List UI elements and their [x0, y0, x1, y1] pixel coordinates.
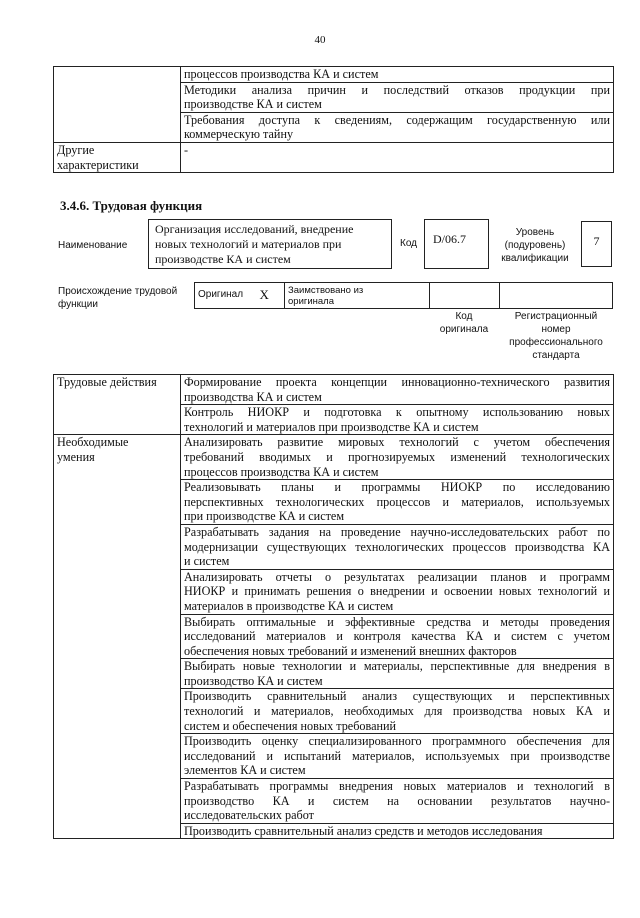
section-title: 3.4.6. Трудовая функция	[60, 198, 203, 213]
content-line: производстве КА и систем	[184, 97, 322, 112]
content-line: и систем	[184, 554, 230, 569]
content-line: Формирование проекта концепции инновационно-технического развития	[184, 375, 610, 389]
reg-number-cell	[500, 283, 613, 309]
caption-line: стандарта	[532, 350, 580, 361]
content-line: Анализировать отчеты о результатах реализации планов и программ	[184, 569, 610, 584]
content-line: материалов в производстве КА и систем	[184, 598, 394, 613]
row-content	[181, 82, 614, 112]
row-label-line: Трудовые действия	[57, 375, 157, 389]
content-line: модернизации существующих технологических процессов производства КА	[184, 539, 610, 554]
content-line: Анализировать развитие мировых технологий с учетом обеспечения	[184, 435, 610, 450]
content-line: Производить сравнительный анализ существующих и перспективных	[184, 689, 610, 704]
row-content	[181, 524, 614, 569]
content-line: Выбирать оптимальные и эффективные средства и методы проведения	[184, 614, 610, 629]
row-content	[181, 689, 614, 734]
content-line: технологий и материалов, необходимых для производства новых КА и	[184, 704, 610, 719]
table-row	[54, 67, 614, 83]
content-line: -	[184, 142, 189, 157]
code-label: Код	[400, 238, 418, 249]
content-line: при производстве КА и систем	[184, 509, 345, 524]
content-line: процессов производства КА и систем	[184, 67, 379, 81]
origin-label-line: функции	[58, 299, 98, 310]
content-line: производство КА и систем на основании результатов научно-	[184, 793, 610, 808]
content-line: систем и обеспечения новых требований	[184, 718, 397, 733]
content-line: исследований и испытаний материалов, используемых при производстве	[184, 748, 610, 763]
function-name-box	[148, 219, 392, 269]
content-line: исследовательских работ	[184, 808, 314, 823]
content-line: Требования доступа к сведениям, содержащим государственную или	[184, 112, 610, 127]
qualification-level-label	[490, 226, 580, 265]
content-line: производства КА и систем	[184, 389, 322, 404]
row-label-line: Необходимые	[57, 435, 129, 450]
row-content	[181, 779, 614, 824]
function-name-line: производстве КА и систем	[155, 252, 291, 266]
code-original-caption	[430, 310, 498, 336]
row-content	[181, 67, 614, 83]
content-line: процессов производства КА и систем	[184, 464, 379, 479]
content-line: элементов КА и систем	[184, 763, 306, 778]
content-line: Контроль НИОКР и подготовка к опытному использованию новых	[184, 405, 610, 420]
row-content	[181, 405, 614, 435]
row-label	[54, 67, 181, 143]
content-line: Реализовывать планы и программы НИОКР по исследованию	[184, 480, 610, 495]
code-original-cell	[430, 283, 500, 309]
content-line: требований вводимых и прогнозируемых изменений технологических	[184, 449, 610, 464]
original-mark: X	[257, 283, 285, 309]
row-label	[54, 435, 181, 839]
content-line: коммерческую тайну	[184, 127, 294, 142]
reg-number-caption	[500, 310, 612, 362]
level-label-line: (подуровень)	[504, 240, 566, 251]
function-name-line: Организация исследований, внедрение	[155, 222, 354, 236]
content-line: производство КА и систем	[184, 673, 323, 688]
page-number: 40	[314, 34, 326, 46]
level-label-line: квалификации	[501, 253, 569, 264]
qualification-level-value: 7	[581, 221, 612, 267]
content-line: НИОКР и принимать решения о внедрении и освоении новых технологий и	[184, 584, 610, 599]
row-label-line: характеристики	[57, 157, 139, 172]
origin-label	[58, 285, 188, 311]
caption-line: Код	[455, 311, 473, 322]
content-line: Выбирать новые технологии и материалы, перспективные для внедрения в	[184, 659, 610, 674]
row-content	[181, 734, 614, 779]
row-label-line: Другие	[57, 142, 95, 157]
row-content	[181, 375, 614, 405]
code-value: D/06.7	[424, 219, 489, 269]
original-label: Оригинал	[195, 283, 257, 309]
row-content	[181, 823, 614, 839]
row-label	[54, 375, 181, 435]
table-row	[54, 142, 614, 172]
caption-line: профессионального	[509, 337, 603, 348]
labor-function-table	[53, 374, 614, 839]
caption-line: оригинала	[439, 324, 489, 335]
origin-label-line: Происхождение трудовой	[58, 286, 178, 297]
row-content	[181, 142, 614, 172]
content-line: Методики анализа причин и последствий отказов продукции при	[184, 82, 610, 97]
origin-table	[194, 282, 613, 309]
content-line: Разрабатывать программы внедрения новых материалов и технологий в	[184, 779, 610, 794]
row-content	[181, 480, 614, 525]
function-name-line: новых технологий и материалов при	[155, 237, 342, 251]
borrowed-label	[285, 283, 430, 309]
row-label-line: умения	[57, 449, 95, 464]
name-label: Наименование	[58, 240, 128, 251]
caption-line: номер	[541, 324, 571, 335]
table-row	[54, 435, 614, 480]
content-line: обеспечения новых требований и изменений внешних факторов	[184, 643, 517, 658]
row-content	[181, 614, 614, 659]
content-line: перспективных технологических процессов и материалов, используемых	[184, 494, 610, 509]
level-label-line: Уровень	[515, 227, 555, 238]
borrowed-line: Заимствовано из	[288, 284, 364, 296]
content-line: Производить сравнительный анализ средств и методов исследования	[184, 823, 543, 838]
borrowed-line: оригинала	[288, 295, 335, 307]
content-line: Разрабатывать задания на проведение научно-исследовательских работ по	[184, 524, 610, 539]
caption-line: Регистрационный	[514, 311, 598, 322]
row-content	[181, 569, 614, 614]
content-line: исследований материалов и контроля качества КА и систем с учетом	[184, 629, 610, 644]
row-content	[181, 112, 614, 142]
table-row	[54, 375, 614, 405]
continued-requirements-table	[53, 66, 614, 173]
content-line: Производить оценку специализированного программного обеспечения для	[184, 734, 610, 749]
row-content	[181, 659, 614, 689]
row-content	[181, 435, 614, 480]
content-line: технологий и материалов при производстве КА и систем	[184, 419, 479, 434]
row-label	[54, 142, 181, 172]
